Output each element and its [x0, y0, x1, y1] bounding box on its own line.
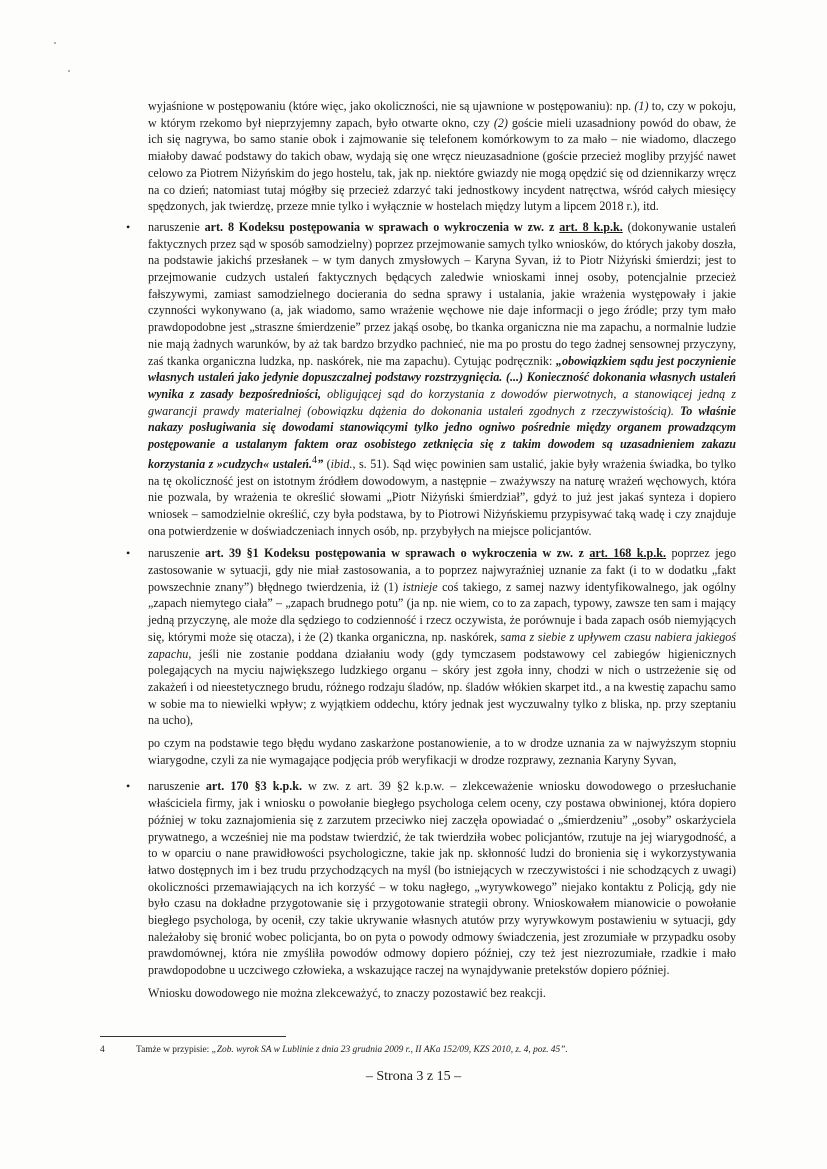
- footnote-number: 4: [100, 1045, 105, 1055]
- bullet-text: naruszenie art. 8 Kodeksu postępowania w sprawach o wykroczenia w zw. z art. 8 k.p.k. (dokonywanie ustaleń faktycznych przez sąd w sposób samodzielny) poprzez przejmowanie samych tylko wniosków, do których jakoby doszła, na podstawie jakichś przesłanek – w tym danych zmysłowych – Karyna Syvan, iż to Piotr Niżyński śmierdzi; jest to przejmowanie cudzych ustaleń faktycznych będących zaledwie wnioskami innej osoby, potencjalnie przecież fałszywymi, zamiast samodzielnego docierania do sedna sprawy i ustalania, jakie wrażenia występowały i jakie czynności wykonywano (a, jak wiadomo, samo wrażenie węchowe nie daje informacji o jego źródle; przy tym mało prawdopodobne jest „straszne śmierdzenie” przez jakąś osobę, bo tkanka organiczna nie ma zapachu, a normalnie ludzie nie mają żadnych warunków, by aż tak bardzo brzydko pachnieć, nie ma po prostu do tego żadnej sensownej przyczyny, zaś tkanka organiczna ludzka, np. naskórek, nie ma zapachu). Cytując podręcznik: „obowiązkiem sądu jest poczynienie własnych ustaleń jako jedynie dopuszczalnej podstawy rozstrzygnięcia. (...) Konieczność dokonania własnych ustaleń wynika z zasady bezpośredniości, obligującej sąd do korzystania z dowodów pierwotnych, a stanowiącej jedną z gwarancji prawdy materialnej (obowiązku dążenia do dokonania ustaleń zgodnych z rzeczywistością). To właśnie nakazy posługiwania się dowodami stanowiącymi tylko jedno ogniwo pośrednie między organem prowadzącym postępowanie a ustalanym faktem oraz osobistego zetknięcia się z takim dowodem są uzasadnieniem zakazu korzystania z »cudzych« ustaleń.$^4$” (ibid., s. 51). Sąd więc powinien sam ustalić, jakie były wrażenia świadka, bo tylko na tę okoliczność jest on istotnym źródłem dowodowym, a następnie – zważywszy na naturę wrażeń węchowych, która nie pozwala, by wrażenia te określić słowami „Piotr Niżyński śmierdział”, gdyż to już jest jakaś synteza i dopiero wniosek – samodzielnie określić, czy była podstawa, by to Piotrowi Niżyńskiemu przypisywać taką wadę i czy znajduje ona potwierdzenie w doświadczeniach innych osób, np. przybyłych na miejsce policjantów.: [148, 219, 736, 538]
- bullet-item-art-8: [126, 219, 736, 539]
- conclusion-paragraph: po czym na podstawie tego błędu wydano zaskarżone postanowienie, a to w drodze uznania za w najwyższym stopniu wiarygodne, czyli za nie wymagające podjęcia prób weryfikacji w drodze rozprawy, zeznania Karyny Syvan,: [148, 736, 736, 767]
- body-text: [108, 98, 736, 1006]
- footnote-text: „Zob. wyrok SA w Lublinie z dnia 23 grudnia 2009 r., II AKa 152/09, KZS 2010, z. 4, poz. 45”.: [211, 1045, 568, 1055]
- bullet-marker: •: [126, 219, 131, 234]
- footnote-lead: Tamże w przypisie:: [136, 1045, 212, 1055]
- bullet-text: naruszenie art. 39 §1 Kodeksu postępowania w sprawach o wykroczenia w zw. z art. 168 k.p.k. poprzez jego zastosowanie w sytuacji, gdy nie miał zastosowania, a to poprzez najwyraźniej uznanie za fakt (i to w dodatku „fakt powszechnie znany”) błędnego twierdzenia, iż (1) istnieje coś takiego, z samej nazwy identyfikowalnego, jak ogólny „zapach niemytego ciała” – „zapach brudnego potu” (ja np. nie wiem, co to za zapach, typowy, zawsze ten sam i mający jedną przyczynę, ale może dla sędziego to codzienność i rzecz oczywista, że porównuje i bada zapach osób niemyjących się, którymi może się otacza), i że (2) tkanka organiczna, np. naskórek, sama z siebie z upływem czasu nabiera jakiegoś zapachu, jeśli nie zostanie poddana działaniu wody (gdy tymczasem podstawowy cel zabiegów higienicznych polegających na myciu największego ludzkiego organu – skóry jest zgoła inny, chodzi w nich o ustrzeżenie się od zakażeń i od nieestetycznego brudu, różnego rodzaju śladów, np. śladów włókien skarpet itd., a na kwestię zapachu samo w sobie ma to niewielki wpływ; z wyjątkiem oddechu, który jednak jest wyczuwalny tylko z bliska, np. przy szeptaniu na ucho),: [148, 546, 737, 728]
- footnote-divider: [100, 1036, 286, 1037]
- quote-bold-2: To właśnie nakazy posługiwania się dowodami stanowiącymi tylko jedno ogniwo pośrednie między organem prowadzącym postępowanie a ustalanym faktem oraz osobistego zetknięcia się z takim dowodem są uzasadnieniem zakazu korzystania z »cudzych« ustaleń.: [148, 403, 736, 471]
- bullet-marker: •: [126, 779, 131, 794]
- footnote: [100, 1044, 780, 1056]
- enumeration-1: (1): [634, 99, 649, 113]
- bullet-text: naruszenie art. 170 §3 k.p.k. w zw. z art. 39 §2 k.p.w. – zlekceważenie wniosku dowodowego o przesłuchanie właściciela firmy, jak i wniosku o powołanie biegłego psychologa celem oceny, czy postawa obwinionej, która dopiero później w toku zaznajomienia się z zarzutem przeciwko niej zaczęła opowiadać o „śmierdzeniu” „osoby” oskarżyciela prywatnego, a wcześniej nie ma podstaw twierdzić, że tak twierdziła wobec policjantów, rzutuje na jej wiarygodność, a to w oparciu o nane prawidłowości psychologiczne, takie jak np. skłonność ludzi do bronienia się i wykorzystywania łatwo dostępnych im i bez trudu przychodzących na myśl (bo istniejących w rzeczywistości i nie schodzących z uwagi) okoliczności przemawiających na ich korzyść – w toku nagłego, „wyrywkowego” niejako kontaktu z Policją, gdy nie było czasu na dokładne przygotowanie się i przygotowanie strategii obrony. Wnioskowałem mianowicie o powołanie biegłego psychologa, by ocenił, czy takie ukrywanie własnych atutów przy wyrywkowym postawieniu w sytuacji, gdy należałoby się bronić wobec policjanta, bo on pyta o powody odmowy świadczenia, jest zrozumiałe w przypadku osoby prawdomównej, która nie zmyśliła powodów odmowy dopiero później, czy też jest niezrozumiałe, rzadkie i mało prawdopodobne u uczciwego człowieka, a wskazujące raczej na wynajdywanie pretekstów dopiero później.: [148, 779, 736, 978]
- closing-paragraph: Wniosku dowodowego nie można zlekceważyć, to znaczy pozostawić bez reakcji.: [148, 985, 546, 1000]
- scan-speck: [68, 70, 70, 72]
- page-number: – Strona 3 z 15 –: [365, 1069, 462, 1084]
- bullet-marker: •: [126, 546, 131, 561]
- footnote-ref: 4: [312, 454, 318, 466]
- intro-paragraph: wyjaśnione w postępowaniu (które więc, jako okoliczności, nie są ujawnione w postępowaniu): np. (1) to, czy w pokoju, w którym rzekomo był nieprzyjemny zapach, było otwarte okno, czy (2) goście mieli uzasadniony powód do obaw, że ich się nagrywa, bo samo stanie obok i zajmowanie się telefonem komórkowym to za mało – nie wiadomo, dlaczego miałoby dawać podstawy do takich obaw, wydają się one wręcz nieuzasadnione (goście przecież mogliby przyjść nawet celowo za Piotrem Niżyńskim do jego hostelu, tak, jak np. niektóre gwiazdy nie mogą opędzić się od dziennikarzy wręcz na co dzień; natomiast tutaj mógłby się przecież zdarzyć taki jednostkowy incydent natręctwa, wśród całych miesięcy spędzonych, jak twierdzę, przeze mnie tylko i wyłącznie w hostelach między lutym a lipcem 2018 r.), itd.: [148, 99, 736, 214]
- quote-italic: obligującej sąd do korzystania z dowodów pierwotnych, a stanowiącej jedną z gwarancji prawdy materialnej (obowiązku dążenia do dokonania ustaleń zgodnych z rzeczywistością).: [148, 386, 736, 418]
- bullet-item-art-170: [126, 778, 736, 978]
- bullet-item-art-39: [126, 545, 737, 729]
- quote-bold: „obowiązkiem sądu jest poczynienie własnych ustaleń jako jedynie dopuszczalnej podstawy rozstrzygnięcia. (...) Konieczność dokonania własnych ustaleń wynika z zasady bezpośredniości,: [148, 353, 736, 401]
- enumeration-2: (2): [493, 115, 508, 130]
- scan-speck: [54, 42, 56, 44]
